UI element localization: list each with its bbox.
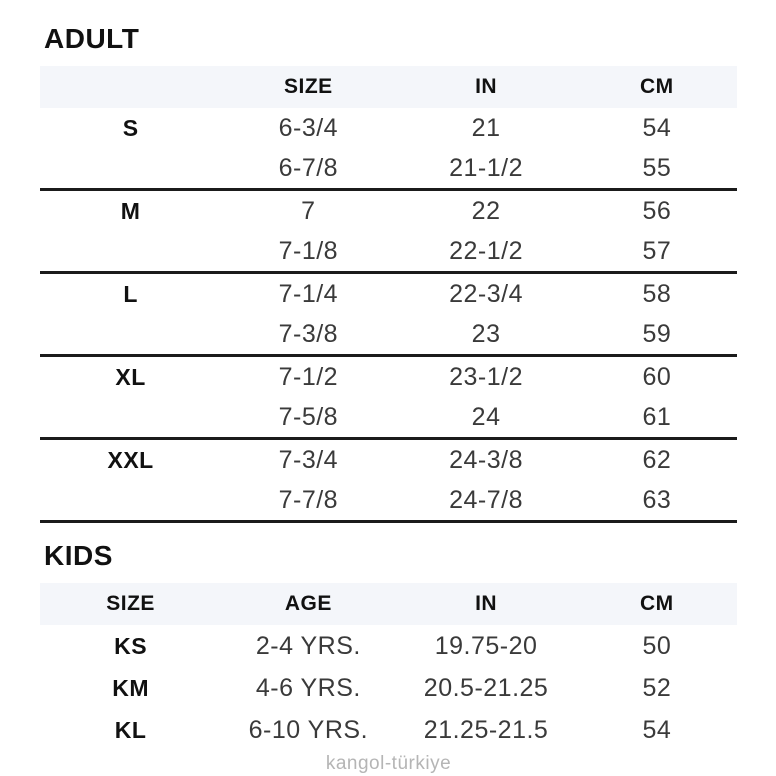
- table-row: [40, 625, 737, 667]
- size-group-label: [40, 314, 221, 356]
- size-group-label: [40, 480, 221, 522]
- kids-header-row: [40, 583, 737, 625]
- size-group-label: M: [120, 197, 141, 224]
- size-group-label: [40, 231, 221, 273]
- adult-size-table: [40, 66, 737, 523]
- size-cell: 6-3/4: [278, 113, 339, 142]
- in-cell: 24-3/8: [449, 445, 524, 474]
- table-row: [40, 397, 737, 439]
- adult-section-heading: ADULT: [44, 23, 140, 54]
- adult-header-row: [40, 66, 737, 108]
- cm-cell: 52: [642, 673, 672, 702]
- table-row: [40, 108, 737, 148]
- cm-cell: 62: [642, 445, 672, 474]
- table-row: [40, 190, 737, 232]
- table-row: [40, 314, 737, 356]
- adult-header-blank: [40, 66, 221, 108]
- kids-header-age: AGE: [221, 583, 395, 625]
- table-row: [40, 231, 737, 273]
- in-cell: 22-1/2: [395, 231, 576, 273]
- in-cell: 24: [395, 397, 576, 439]
- age-cell: 4-6 YRS.: [255, 673, 361, 702]
- kids-size-table: [40, 583, 737, 751]
- size-group-label: XXL: [107, 446, 154, 473]
- size-group-label: KL: [114, 716, 147, 743]
- size-group-label: XL: [115, 363, 146, 390]
- in-cell: 20.5-21.25: [423, 673, 549, 702]
- size-cell: 7-1/8: [221, 231, 395, 273]
- cm-cell: 56: [642, 196, 672, 225]
- kids-header-cm: CM: [577, 583, 737, 625]
- age-cell: 2-4 YRS.: [255, 631, 361, 660]
- table-row: [40, 273, 737, 315]
- cm-cell: 55: [577, 148, 737, 190]
- cm-cell: 61: [577, 397, 737, 439]
- table-row: [40, 667, 737, 709]
- size-cell: 7-1/4: [278, 279, 339, 308]
- size-cell: 6-7/8: [221, 148, 395, 190]
- size-cell: 7-5/8: [221, 397, 395, 439]
- cm-cell: 63: [577, 480, 737, 522]
- in-cell: 21-1/2: [395, 148, 576, 190]
- size-cell: 7-3/4: [278, 445, 339, 474]
- size-group-label: S: [122, 114, 139, 141]
- kids-section-heading: KIDS: [44, 540, 113, 571]
- cm-cell: 54: [642, 715, 672, 744]
- size-group-label: [40, 397, 221, 439]
- cm-cell: 54: [642, 113, 672, 142]
- size-cell: 7: [301, 196, 316, 225]
- table-row: [40, 480, 737, 522]
- cm-cell: 58: [642, 279, 672, 308]
- size-cell: 7-7/8: [221, 480, 395, 522]
- in-cell: 23-1/2: [449, 362, 524, 391]
- adult-header-in: IN: [395, 66, 576, 108]
- adult-header-cm: CM: [577, 66, 737, 108]
- in-cell: 22-3/4: [449, 279, 524, 308]
- table-row: [40, 356, 737, 398]
- in-cell: 24-7/8: [395, 480, 576, 522]
- adult-header-size: SIZE: [221, 66, 395, 108]
- in-cell: 22: [471, 196, 501, 225]
- watermark-text: kangol-türkiye: [325, 753, 452, 774]
- size-group-label: L: [123, 280, 138, 307]
- cm-cell: 60: [642, 362, 672, 391]
- cm-cell: 57: [577, 231, 737, 273]
- size-group-label: KM: [112, 674, 149, 701]
- size-group-label: [40, 148, 221, 190]
- table-row: [40, 709, 737, 751]
- in-cell: 21: [471, 113, 501, 142]
- kids-header-size: SIZE: [40, 583, 221, 625]
- size-cell: 7-1/2: [278, 362, 339, 391]
- table-row: [40, 439, 737, 481]
- in-cell: 23: [395, 314, 576, 356]
- size-group-label: KS: [114, 632, 148, 659]
- table-row: [40, 148, 737, 190]
- size-cell: 7-3/8: [221, 314, 395, 356]
- age-cell: 6-10 YRS.: [248, 715, 369, 744]
- cm-cell: 50: [642, 631, 672, 660]
- in-cell: 21.25-21.5: [423, 715, 549, 744]
- kids-header-in: IN: [395, 583, 576, 625]
- cm-cell: 59: [577, 314, 737, 356]
- in-cell: 19.75-20: [434, 631, 538, 660]
